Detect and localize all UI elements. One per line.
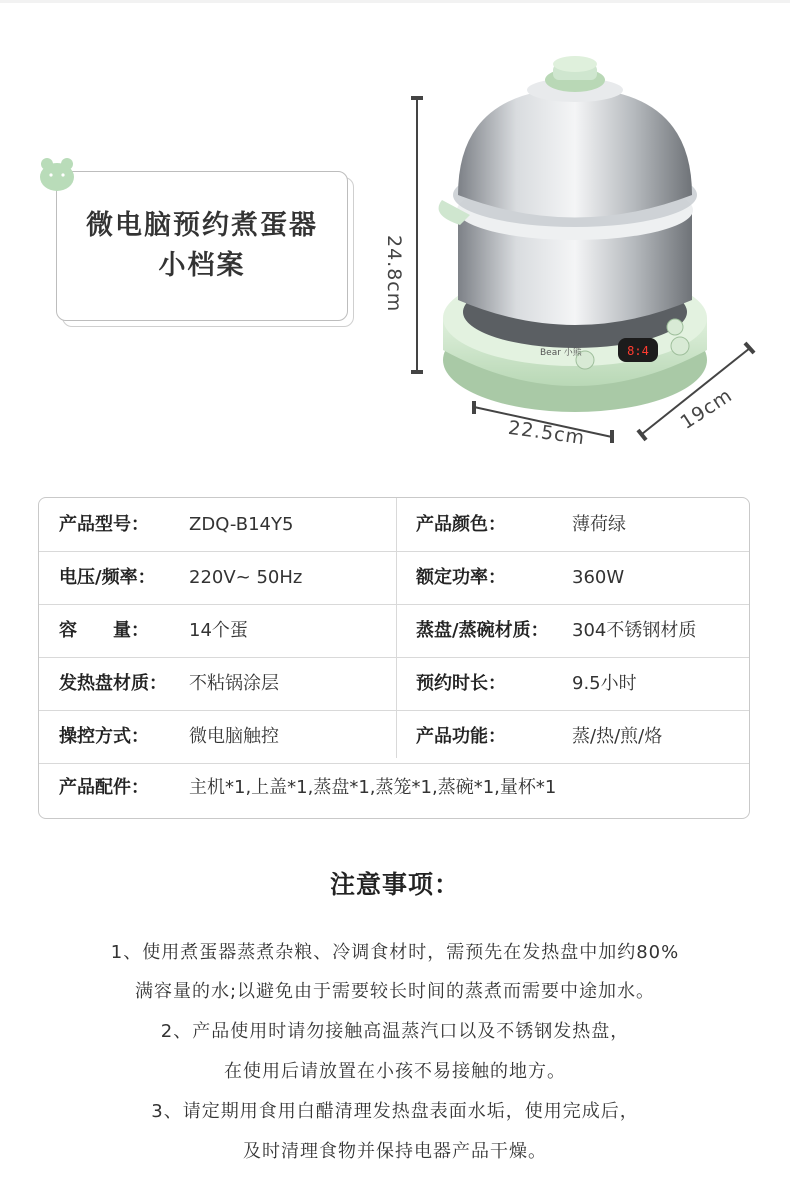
spec-value: 9.5小时 <box>572 673 637 694</box>
width-label: 22.5cm <box>506 416 587 450</box>
display-digits: 8:4 <box>627 344 649 358</box>
spec-value: 360W <box>572 567 625 588</box>
title-card <box>38 155 358 335</box>
height-label: 24.8cm <box>383 235 405 313</box>
spec-value: 主机*1,上盖*1,蒸盘*1,蒸笼*1,蒸碗*1,量杯*1 <box>189 777 557 798</box>
table-row <box>39 551 749 605</box>
spec-value: ZDQ-B14Y5 <box>189 514 294 535</box>
spec-label: 电压/频率： <box>59 567 156 588</box>
notice-line: 及时清理食物并保持电器产品干燥。 <box>243 1141 547 1162</box>
notice-line: 1、使用煮蛋器蒸煮杂粮、冷调食材时，需预先在发热盘中加约80% <box>110 942 680 963</box>
spec-label: 容 量： <box>59 620 149 641</box>
spec-value: 微电脑触控 <box>189 726 279 747</box>
spec-value: 蒸/热/煎/烙 <box>572 726 663 747</box>
spec-label: 产品颜色： <box>416 514 506 535</box>
table-row <box>39 498 749 552</box>
spec-value: 14个蛋 <box>189 620 248 641</box>
table-row-accessories <box>39 758 749 818</box>
notice-title: 注意事项： <box>329 870 460 899</box>
card-title-line1: 微电脑预约煮蛋器 <box>86 210 318 241</box>
depth-label: 19cm <box>676 384 737 434</box>
notice-line: 满容量的水;以避免由于需要较长时间的蒸煮而需要中途加水。 <box>134 981 656 1002</box>
spec-label: 产品配件： <box>59 777 149 798</box>
table-row <box>39 604 749 658</box>
notice-line: 3、请定期用食用白醋清理发热盘表面水垢，使用完成后， <box>151 1101 639 1122</box>
spec-label: 预约时长： <box>416 673 506 694</box>
spec-label: 产品功能： <box>416 726 506 747</box>
table-row <box>39 657 749 711</box>
notice-line: 在使用后请放置在小孩不易接触的地方。 <box>224 1061 566 1082</box>
spec-value: 不粘锅涂层 <box>189 673 279 694</box>
brand-logo: Bear 小熊 <box>540 348 582 358</box>
top-divider <box>0 0 790 3</box>
table-row <box>39 710 749 764</box>
spec-label: 发热盘材质： <box>59 673 167 694</box>
spec-value: 薄荷绿 <box>572 514 626 535</box>
spec-label: 操控方式： <box>59 726 149 747</box>
bear-icon <box>38 155 78 195</box>
spec-table <box>38 497 750 819</box>
card-panel <box>56 171 348 321</box>
product-image <box>383 50 770 470</box>
card-title-line2: 小档案 <box>158 250 246 281</box>
spec-label: 额定功率： <box>416 567 506 588</box>
notice-line: 2、产品使用时请勿接触高温蒸汽口以及不锈钢发热盘， <box>160 1021 630 1042</box>
spec-label: 产品型号： <box>59 514 149 535</box>
spec-value: 304不锈钢材质 <box>572 620 697 641</box>
spec-label: 蒸盘/蒸碗材质： <box>416 620 549 641</box>
spec-value: 220V~ 50Hz <box>189 567 303 588</box>
